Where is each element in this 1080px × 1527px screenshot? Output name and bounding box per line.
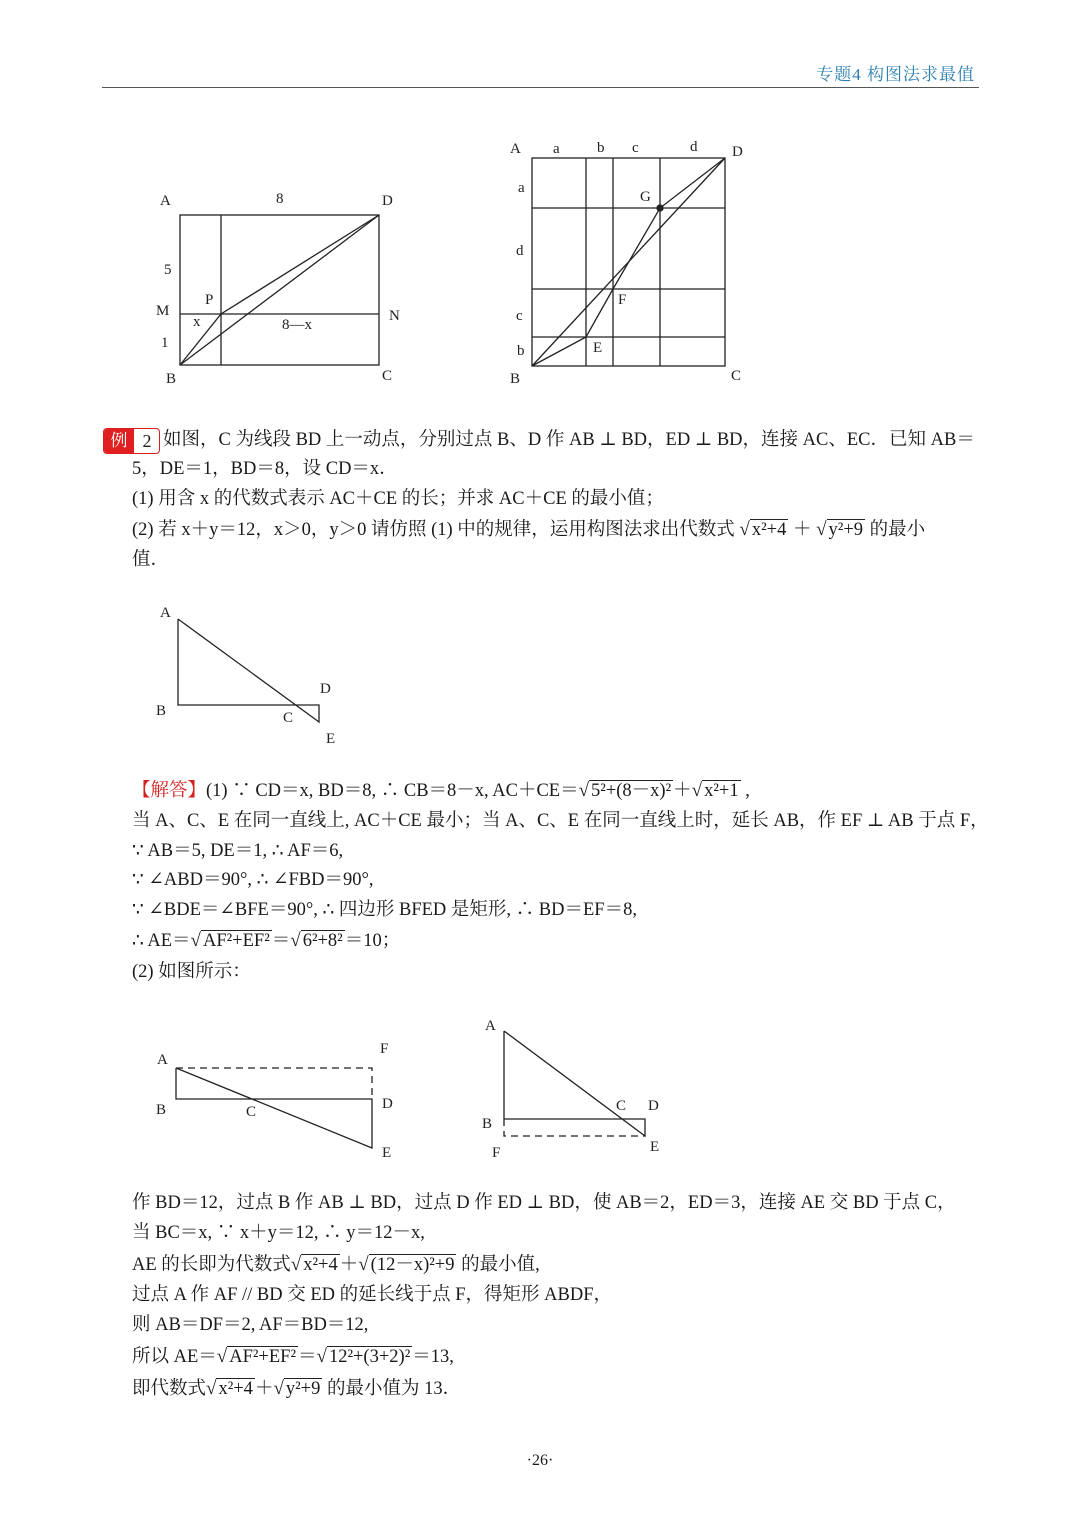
text-line [132, 1377, 461, 1401]
text-line [132, 1345, 454, 1369]
radical-sign-icon: √ [691, 780, 703, 801]
square-root-expression [217, 1345, 298, 1369]
svg-text:C: C [616, 1098, 627, 1114]
radical-sign-icon: √ [578, 780, 590, 801]
radicand: AF²+EF² [229, 1347, 296, 1367]
text-segment: 作 BD＝12，过点 B 作 AB ⊥ BD，过点 D 作 ED ⊥ BD，使 AB＝2，ED＝3，连接 AE 交 BD 于点 C， [132, 1193, 956, 1213]
text-line [132, 487, 664, 511]
radical-sign-icon: √ [273, 1378, 284, 1399]
svg-text:B: B [510, 371, 521, 387]
text-line [132, 839, 343, 863]
text-segment: 则 AB＝DF＝2, AF＝BD＝12, [132, 1315, 369, 1335]
text-segment: 所以 AE＝ [132, 1347, 217, 1367]
text-segment: ∴ AE＝ [132, 931, 191, 951]
svg-text:d: d [516, 243, 524, 259]
svg-text:E: E [382, 1145, 392, 1161]
point-g [657, 205, 663, 211]
svg-text:A: A [485, 1018, 496, 1034]
square-root-expression [816, 518, 865, 542]
text-line [163, 428, 975, 452]
text-segment: ＝ [298, 1347, 317, 1367]
label: D [382, 193, 393, 209]
square-root-expression [579, 779, 674, 803]
radicand: x²+4 [303, 1255, 338, 1275]
text-segment: 当 A、C、E 在同一直线上, AC＋CE 最小；当 A、C、E 在同一直线上时，延长 AB，作 EF ⊥ AB 于点 F， [132, 811, 989, 831]
label: C [382, 368, 393, 384]
label: N [389, 308, 400, 324]
label: P [205, 292, 214, 308]
text-segment: 的最小 [865, 520, 926, 540]
svg-text:D: D [648, 1098, 659, 1114]
text-segment: ＝10； [344, 931, 401, 951]
svg-text:d: d [690, 139, 698, 155]
square-root-expression [739, 518, 788, 542]
svg-text:D: D [732, 144, 743, 160]
text-segment: 即代数式 [132, 1379, 207, 1399]
svg-text:c: c [632, 140, 639, 156]
svg-text:B: B [156, 703, 167, 719]
figure-example-triangles [156, 605, 335, 747]
figure-solution-rectangle [156, 1041, 393, 1161]
radicand: y²+9 [828, 520, 864, 540]
text-line [132, 898, 637, 922]
text-segment: ＋ [673, 781, 692, 801]
label: 8 [276, 191, 284, 207]
text-segment: (1) ∵ CD＝x, BD＝8, ∴ CB＝8－x, AC＋CE＝ [206, 781, 579, 801]
radicand: 12²+(3+2)² [328, 1347, 411, 1367]
svg-text:b: b [517, 343, 525, 359]
figure-grid-construction [510, 139, 743, 387]
svg-text:G: G [640, 189, 651, 205]
label: B [166, 371, 177, 387]
text-segment: (2) 如图所示： [132, 962, 251, 982]
answer-label: 【解答】 [132, 781, 207, 801]
page-number: ·26· [526, 1452, 554, 1469]
radical-sign-icon: √ [206, 1378, 217, 1399]
radicand: AF²+EF² [202, 931, 270, 951]
svg-text:B: B [482, 1116, 493, 1132]
text-line [132, 1283, 612, 1307]
label: 8—x [282, 317, 312, 333]
example-badge [103, 428, 160, 454]
radicand: (12－x)²+9 [370, 1255, 455, 1275]
square-root-expression [291, 1253, 340, 1277]
radicand: x²+1 [704, 781, 739, 801]
svg-text:E: E [593, 340, 603, 356]
text-segment: , [740, 781, 750, 801]
text-line [132, 1221, 425, 1245]
svg-text:C: C [246, 1104, 257, 1120]
label: A [160, 193, 171, 209]
text-line [132, 518, 925, 542]
radical-sign-icon: √ [316, 1346, 327, 1367]
square-root-expression [358, 1253, 456, 1277]
svg-text:A: A [160, 605, 171, 621]
text-segment: ＋ [254, 1379, 274, 1399]
svg-text:B: B [156, 1102, 167, 1118]
radical-sign-icon: √ [816, 519, 827, 540]
text-segment: ＝13, [412, 1347, 454, 1367]
figure-solution-triangle [482, 1018, 659, 1161]
svg-text:F: F [618, 292, 627, 308]
radicand: 5²+(8－x)² [591, 781, 672, 801]
svg-text:c: c [516, 308, 523, 324]
svg-text:C: C [731, 368, 742, 384]
text-line [132, 960, 251, 984]
text-segment: ∵ ∠BDE＝∠BFE＝90°, ∴ 四边形 BFED 是矩形, ∴ BD＝EF＝8, [132, 900, 637, 920]
label: M [156, 303, 170, 319]
radical-sign-icon: √ [216, 1346, 228, 1367]
text-segment: 过点 A 作 AF // BD 交 ED 的延长线于点 F，得矩形 ABDF， [132, 1285, 613, 1305]
text-line [132, 457, 398, 481]
square-root-expression [273, 1377, 322, 1401]
svg-text:a: a [518, 180, 525, 196]
label: x [193, 314, 201, 330]
radicand: x²+4 [218, 1379, 253, 1399]
radical-sign-icon: √ [290, 930, 301, 951]
svg-text:D: D [320, 681, 331, 697]
radicand: y²+9 [285, 1379, 321, 1399]
radicand: 6²+8² [302, 931, 343, 951]
svg-text:A: A [157, 1052, 168, 1068]
label: 5 [164, 262, 172, 278]
svg-text:F: F [492, 1145, 501, 1161]
svg-text:D: D [382, 1096, 393, 1112]
text-line [132, 929, 400, 953]
square-root-expression [692, 779, 741, 803]
example-badge-label: 例 [104, 429, 134, 453]
text-segment: 的最小值, [456, 1255, 540, 1275]
text-segment: ＋ [788, 520, 817, 540]
radical-sign-icon: √ [358, 1254, 369, 1275]
radical-sign-icon: √ [290, 1254, 302, 1275]
svg-text:E: E [326, 731, 336, 747]
example-badge-number: 2 [142, 431, 152, 451]
svg-text:E: E [650, 1139, 660, 1155]
text-segment: ＝ [271, 931, 291, 951]
text-segment: ＋ [339, 1255, 359, 1275]
square-root-expression [206, 1377, 255, 1401]
label: 1 [161, 335, 169, 351]
svg-text:A: A [510, 141, 521, 157]
text-segment: 当 BC＝x, ∵ x＋y＝12, ∴ y＝12－x, [132, 1223, 425, 1243]
svg-text:b: b [597, 140, 605, 156]
text-segment: 的最小值为 13． [322, 1379, 462, 1399]
text-segment: ∵ ∠ABD＝90°, ∴ ∠FBD＝90°, [132, 870, 374, 890]
fig1-diag-bd [180, 215, 379, 365]
text-line [132, 1313, 368, 1337]
radicand: x²+4 [751, 520, 787, 540]
square-root-expression [191, 929, 272, 953]
text-segment: 5，DE＝1，BD＝8，设 CD＝x． [132, 459, 398, 479]
text-line [132, 868, 374, 892]
figure-rectangle-construction [156, 191, 400, 387]
text-line [132, 779, 750, 803]
square-root-expression [290, 929, 344, 953]
radical-sign-icon: √ [739, 519, 750, 540]
running-header: 专题4 构图法求最值 [816, 65, 975, 84]
svg-text:F: F [380, 1041, 389, 1057]
text-line [132, 1191, 956, 1215]
text-segment: (2) 若 x＋y＝12，x＞0，y＞0 请仿照 (1) 中的规律，运用构图法求出代数式 [132, 520, 740, 540]
text-line [132, 1253, 540, 1277]
text-line [132, 548, 169, 572]
text-segment: AE 的长即为代数式 [132, 1255, 291, 1275]
svg-text:a: a [553, 141, 560, 157]
square-root-expression [317, 1345, 413, 1369]
text-segment: 如图，C 为线段 BD 上一动点，分别过点 B、D 作 AB ⊥ BD，ED ⊥ BD，连接 AC、EC．已知 AB＝ [163, 430, 975, 450]
text-line [132, 809, 989, 833]
text-segment: ∵ AB＝5, DE＝1, ∴ AF＝6, [132, 841, 344, 861]
text-segment: 值． [132, 550, 170, 570]
text-segment: (1) 用含 x 的代数式表示 AC＋CE 的长；并求 AC＋CE 的最小值； [132, 489, 664, 509]
svg-text:C: C [283, 710, 294, 726]
radical-sign-icon: √ [190, 930, 201, 951]
